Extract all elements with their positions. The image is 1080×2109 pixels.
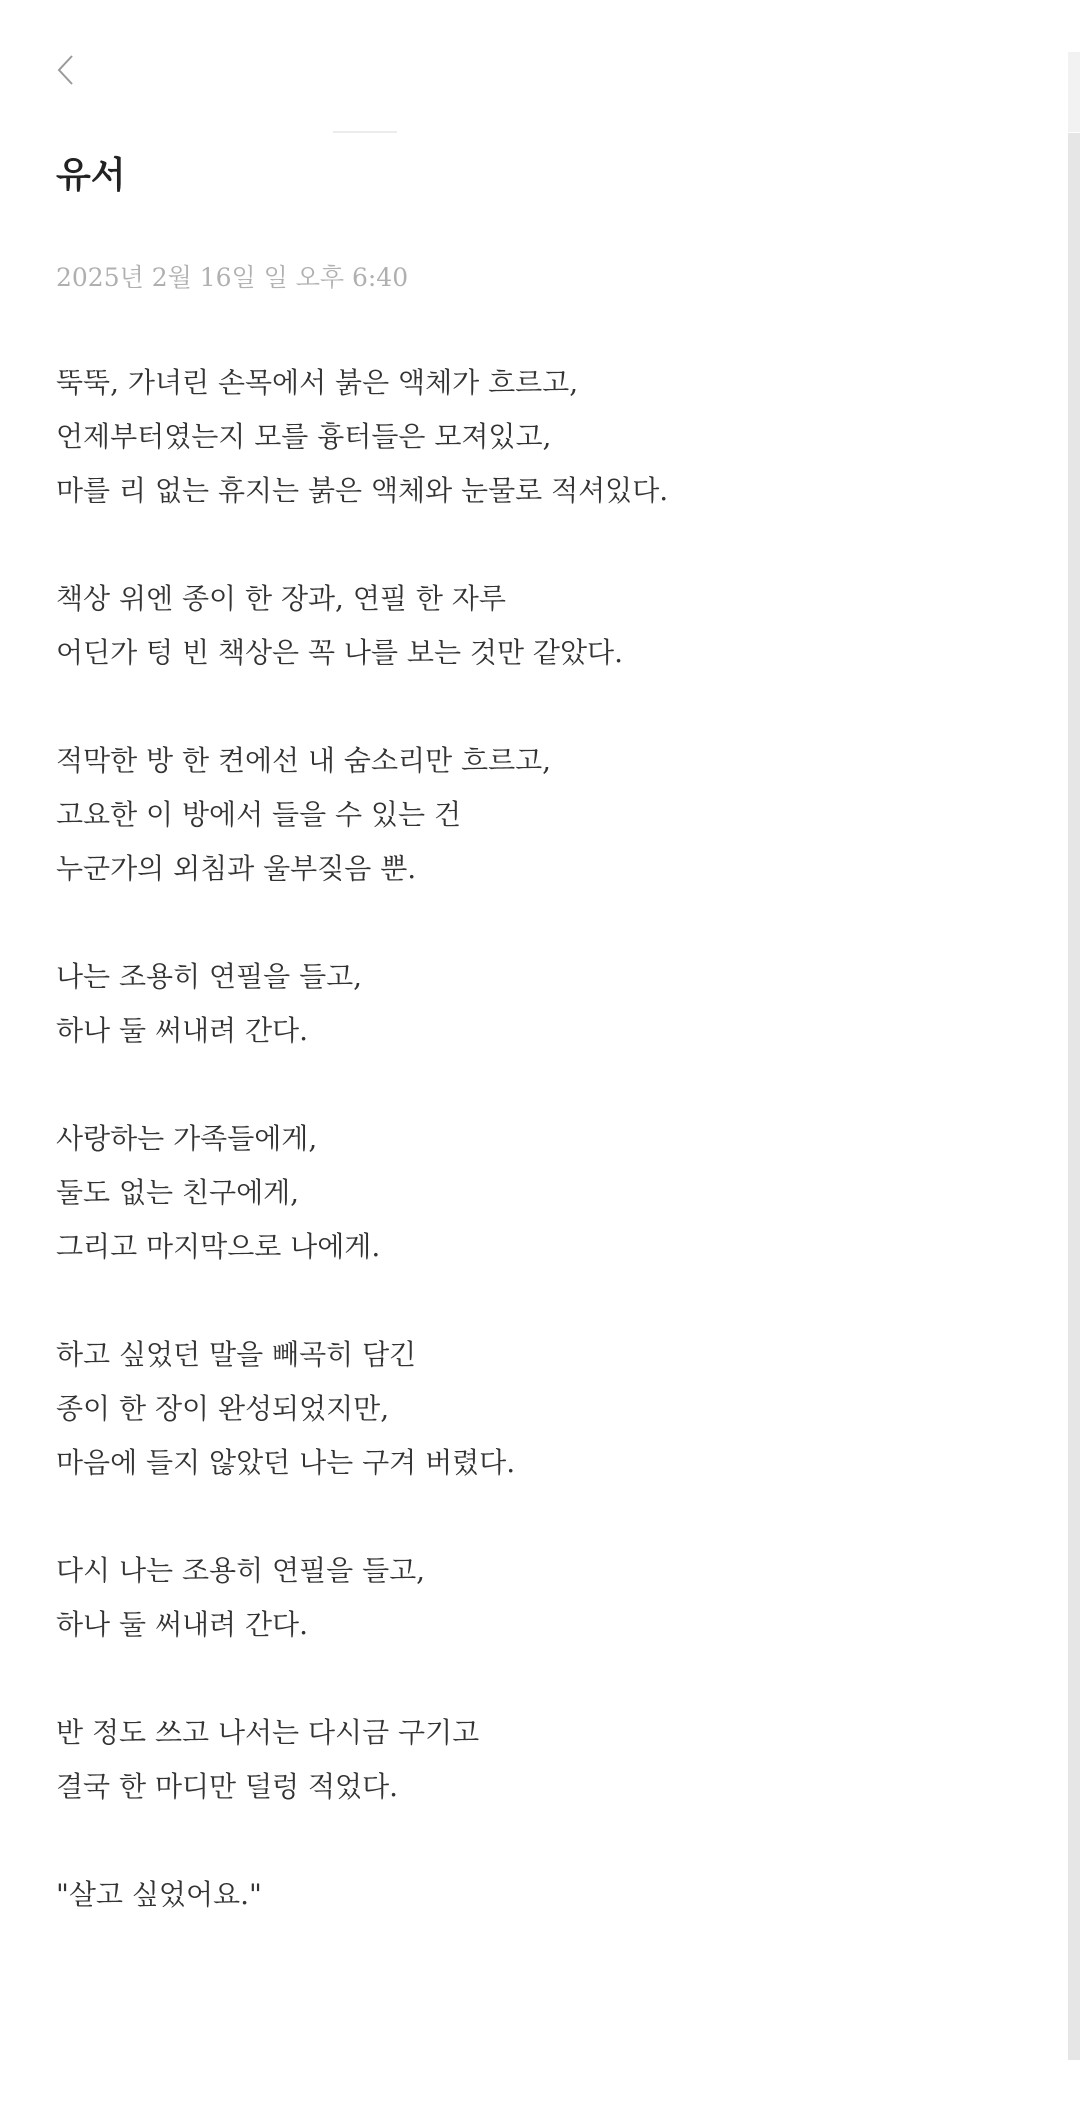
body-line: 사랑하는 가족들에게, bbox=[56, 1122, 318, 1155]
top-bar bbox=[0, 0, 1080, 130]
body-line: 종이 한 장이 완성되었지만, bbox=[56, 1392, 390, 1425]
scrollbar-top bbox=[1068, 52, 1080, 132]
body-line: 하고 싶었던 말을 빼곡히 담긴 bbox=[56, 1338, 417, 1371]
body-line: 뚝뚝, 가녀린 손목에서 붉은 액체가 흐르고, bbox=[56, 366, 579, 399]
body-line: 다시 나는 조용히 연필을 들고, bbox=[56, 1554, 426, 1587]
body-line: 그리고 마지막으로 나에게. bbox=[56, 1230, 381, 1263]
post-body bbox=[56, 356, 1016, 1922]
post-date: 2025년 2월 16일 일 오후 6:40 bbox=[56, 263, 409, 292]
page-title: 유서 bbox=[56, 155, 126, 196]
blank-line bbox=[56, 1652, 1016, 1706]
body-line: 적막한 방 한 켠에선 내 숨소리만 흐르고, bbox=[56, 744, 552, 777]
body-line: 누군가의 외침과 울부짖음 뿐. bbox=[56, 852, 417, 885]
chevron-left-icon bbox=[55, 53, 75, 87]
header-divider bbox=[333, 131, 397, 133]
body-line: 둘도 없는 친구에게, bbox=[56, 1176, 300, 1209]
blank-line bbox=[56, 896, 1016, 950]
scrollbar-thumb[interactable] bbox=[1068, 133, 1080, 2060]
body-line: "살고 싶었어요." bbox=[56, 1878, 262, 1911]
back-button[interactable] bbox=[40, 40, 90, 100]
blank-line bbox=[56, 1814, 1016, 1868]
body-line: 언제부터였는지 모를 흉터들은 모져있고, bbox=[56, 420, 552, 453]
blank-line bbox=[56, 518, 1016, 572]
blank-line bbox=[56, 1274, 1016, 1328]
body-line: 반 정도 쓰고 나서는 다시금 구기고 bbox=[56, 1716, 480, 1749]
blank-line bbox=[56, 680, 1016, 734]
body-line: 어딘가 텅 빈 책상은 꼭 나를 보는 것만 같았다. bbox=[56, 636, 623, 669]
body-line: 하나 둘 써내려 간다. bbox=[56, 1014, 308, 1047]
body-line: 결국 한 마디만 덜렁 적었다. bbox=[56, 1770, 399, 1803]
body-line: 책상 위엔 종이 한 장과, 연필 한 자루 bbox=[56, 582, 506, 615]
body-line: 나는 조용히 연필을 들고, bbox=[56, 960, 363, 993]
blank-line bbox=[56, 1490, 1016, 1544]
body-line: 하나 둘 써내려 간다. bbox=[56, 1608, 308, 1641]
body-line: 마음에 들지 않았던 나는 구겨 버렸다. bbox=[56, 1446, 516, 1479]
blank-line bbox=[56, 1058, 1016, 1112]
body-line: 고요한 이 방에서 들을 수 있는 건 bbox=[56, 798, 462, 831]
body-line: 마를 리 없는 휴지는 붉은 액체와 눈물로 적셔있다. bbox=[56, 474, 669, 507]
